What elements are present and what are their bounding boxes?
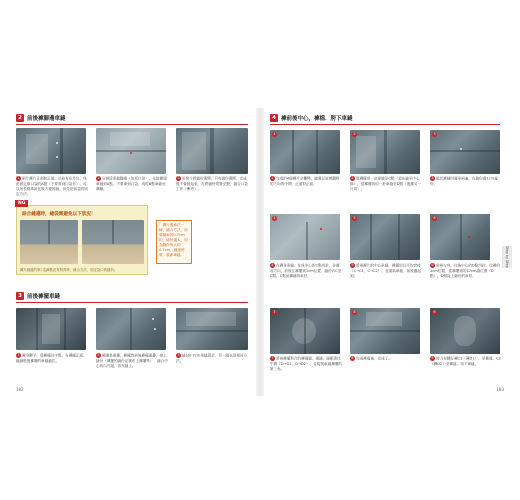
step-photo-r4 (270, 214, 340, 260)
step-number: 3 (177, 176, 180, 180)
caption-text: 從褲擺用一針車縫至C點（須先縫至中心線）。從褲擺再用一針車縫至D點（後褲另一片同）。 (350, 176, 422, 191)
book-spread (8, 108, 512, 396)
step-caption-r5 (350, 263, 422, 279)
step-photo-r9 (430, 308, 500, 354)
caption-text: 分兩段車縫腳邊（包括口袋），先從褲頭車縫到A點，不要車到口袋，再從B點車縫至褲腳。 (96, 176, 167, 191)
ng-tag: NG (15, 200, 28, 207)
step-caption-r3 (430, 176, 502, 187)
step-caption-1 (16, 176, 88, 197)
step-photo-2 (96, 128, 166, 174)
step-caption-6 (176, 353, 248, 364)
step-photo-6 (176, 308, 248, 350)
step-photo-r7 (270, 308, 340, 354)
step-number: 2 (97, 353, 100, 357)
caption-text: 縫份0.7cm車縫固定，另一縫也是相同方法。 (176, 353, 248, 363)
step-badge: 4 (273, 216, 276, 220)
step-photo-r3 (430, 130, 500, 174)
section-number: 2 (16, 114, 24, 122)
caption-text: 在褲身車縫，在後中心的C點用針，往褲前方向，前後左褲擺到1cm位置，縫份內C至C點，C點前褲縫的車好。 (270, 263, 342, 278)
right-page (264, 108, 512, 396)
left-page (8, 108, 256, 396)
step-caption-r6 (430, 263, 502, 279)
ng-caption: 褲片縫邊的第口袋B點沒有對齊時，縫合方法，固定袋口的縫份。 (20, 268, 118, 272)
ng-photo-2 (82, 220, 144, 264)
step-badge: 5 (353, 216, 356, 220)
caption-text: 接力布翻好褲C1（褲D1），至褲襠，C2（褲D2）至褲襠，再下車縫。 (430, 356, 501, 366)
step-number: 3 (177, 353, 180, 357)
caption-text: 用熨斗將縫份燙開，只有縫份燙開、完成後不會鼓起來，先將縫份熨燙完整，縫合口袋工作（參考）。 (176, 176, 248, 191)
step-number: 1 (17, 353, 20, 357)
step-caption-5 (96, 353, 168, 369)
step-number: 1 (271, 176, 274, 180)
ng-photo-1 (20, 220, 78, 264)
step-photo-1 (16, 128, 86, 174)
section-heading: 前後褲擺車縫 (27, 294, 61, 300)
caption-text: 將兩褲片的中心車縫，褲擺用以平均套接（C→C1，C→C2），並重新車縫，前後疊起到。 (350, 263, 421, 278)
step-by-step-tab: Step by Step (502, 246, 512, 268)
step-caption-r2 (350, 176, 422, 192)
caption-text: 褲邊是重疊，褲擺的前後褲擺重疊，接上縫份（褲擺的縫份記號布上褲擺等），縫合中心的內外邊，再布縫上。 (96, 353, 168, 368)
caption-text: 前兩方向，往後中心的D點用針，往褲的1cm位置，從褲擺到的17cm縫位置（D點），D點接上縫份的車好。 (430, 263, 500, 278)
step-badge: 3 (433, 132, 436, 136)
step-photo-r1 (270, 130, 340, 174)
step-number: 7 (271, 356, 274, 360)
section-rule (270, 124, 500, 125)
section-heading: 前後褲腳邊車縫 (27, 116, 66, 122)
section-rule (16, 302, 248, 303)
step-badge: 9 (433, 310, 436, 314)
step-badge: 7 (273, 310, 276, 314)
step-photo-r2 (350, 130, 420, 174)
caption-text: 完成的4個褲片全攤開，縫邊以這樣觀察的方向的中間，正面對正面。 (270, 176, 340, 186)
step-number: 6 (431, 263, 434, 267)
ng-title: 結合縫邊時，縫袋需避免以下狀況！ (22, 212, 96, 217)
step-number: 1 (17, 176, 20, 180)
step-photo-r6 (430, 214, 490, 260)
step-number: 5 (351, 263, 354, 267)
section-heading: 褲前後中心，褲檔．胯下車縫 (281, 116, 353, 122)
page-number-left: 182 (16, 387, 24, 392)
note-box: ！褲片邊車法一種，縫合方法，如果漏車的0.7cm的，縫份過大，因為縫份的大約0.7cm，縫邊時將，重新車縫。 (156, 220, 192, 264)
book-gutter (256, 108, 264, 396)
section-2-title (16, 114, 66, 122)
section-4-title (270, 114, 353, 122)
step-caption-r8 (350, 356, 422, 362)
step-caption-4 (16, 353, 88, 364)
step-badge: 6 (433, 216, 436, 220)
section-number: 3 (16, 292, 24, 300)
section-3-title (16, 292, 60, 300)
step-photo-r8 (350, 308, 420, 354)
step-caption-2 (96, 176, 168, 192)
caption-text: 褲身翻平，從褲擺往中間，在褲擺正面，縫縫股後褲擺的車縫縫位。 (16, 353, 87, 363)
step-photo-3 (176, 128, 248, 174)
step-number: 3 (431, 176, 434, 180)
step-caption-r4 (270, 263, 342, 279)
section-rule (16, 124, 248, 125)
step-caption-r7 (270, 356, 342, 372)
step-photo-4 (16, 308, 86, 350)
step-caption-3 (176, 176, 248, 192)
page-number-right: 183 (496, 387, 504, 392)
caption-text: 完成褲襠後，完成了。 (356, 356, 392, 361)
step-number: 4 (271, 263, 274, 267)
step-badge: 8 (353, 310, 356, 314)
step-badge: 1 (273, 132, 276, 136)
step-photo-5 (96, 308, 166, 350)
step-caption-r1 (270, 176, 342, 187)
step-number: 9 (431, 356, 434, 360)
caption-text: 兩片褲片正面對正面，以前布在外位，珠針固定兩口袋的A點（不要剪到口袋布），可以用長條珠針比較方便固縫，但先把前袋的固定方法。 (16, 176, 88, 197)
step-caption-r9 (430, 356, 502, 367)
caption-text: 將兩褲擺對合的褲襠縫，邊縫，邊順著往中間（D→D1，D→D2），並接著車縫褲擺的第三角。 (270, 356, 342, 371)
step-number: 8 (351, 356, 354, 360)
caption-text: 重於褲縫四邊車兩遍，在縫份重1cm處份。 (430, 176, 498, 186)
step-photo-r5 (350, 214, 420, 260)
step-number: 2 (97, 176, 100, 180)
step-number: 2 (351, 176, 354, 180)
section-number: 4 (270, 114, 278, 122)
step-badge: 2 (353, 132, 356, 136)
